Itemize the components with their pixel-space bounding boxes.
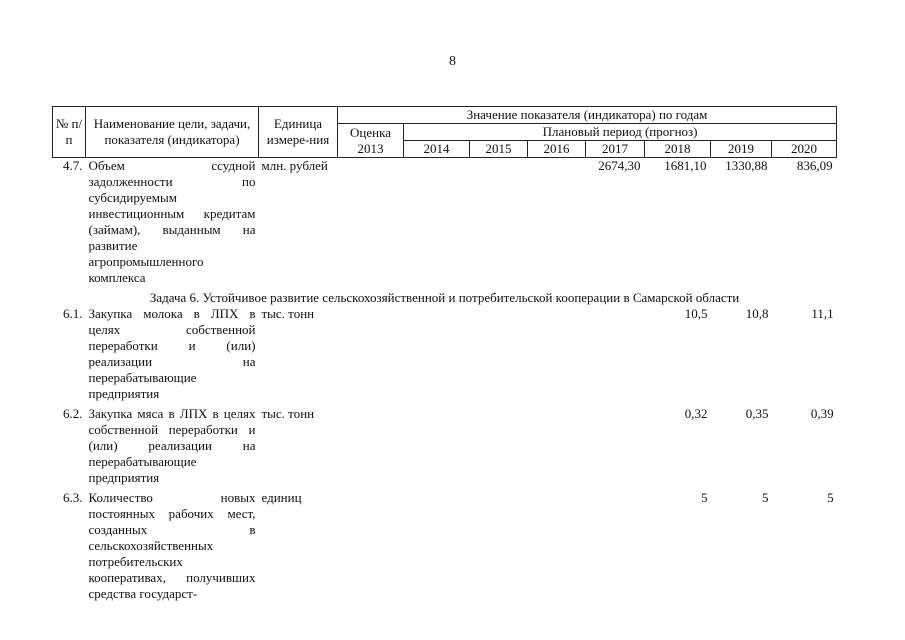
row-value: 5 [701, 490, 708, 505]
row-value: 5 [762, 490, 769, 505]
row-value [528, 158, 586, 291]
row-value [470, 490, 528, 606]
row-value [586, 306, 645, 406]
row-value [586, 406, 645, 490]
header-year: 2016 [528, 141, 586, 158]
row-value [470, 158, 528, 291]
row-value [404, 406, 470, 490]
page-number: 8 [449, 54, 456, 69]
row-name: Количество новых постоянных рабочих мест, созданных в сельскохозяйственных потребительских кооперативах, получивших средства государст- [88, 490, 256, 601]
header-num: № п/п [53, 107, 86, 158]
row-value: 1681,10 [664, 158, 707, 173]
row-value [338, 306, 404, 406]
row-unit: единиц [261, 490, 302, 505]
row-value [338, 490, 404, 606]
row-value: 10,5 [684, 306, 708, 321]
row-num: 6.3. [63, 490, 83, 505]
row-value: 0,32 [684, 406, 708, 421]
header-year: 2018 [645, 141, 711, 158]
row-name: Закупка мяса в ЛПХ в целях собственной переработки и (или) реализации на перерабатывающие предприятия [88, 406, 256, 485]
row-value: 836,09 [796, 158, 833, 173]
task-row [53, 290, 837, 306]
table-row [53, 158, 837, 291]
row-value [528, 490, 586, 606]
row-value: 0,39 [810, 406, 834, 421]
row-value [586, 490, 645, 606]
row-value [404, 490, 470, 606]
row-unit: тыс. тонн [261, 406, 315, 421]
row-unit: тыс. тонн [261, 306, 315, 321]
header-estimate-year: 2013 [357, 140, 384, 156]
row-value: 5 [827, 490, 834, 505]
row-value: 1330,88 [725, 158, 768, 173]
row-value [338, 406, 404, 490]
header-name: Наименование цели, задачи, показателя (индикатора) [86, 107, 259, 158]
header-values-group: Значение показателя (индикатора) по годам [338, 107, 837, 124]
row-value [338, 158, 404, 291]
header-estimate [338, 124, 404, 158]
header-year: 2014 [404, 141, 470, 158]
header-year: 2017 [586, 141, 645, 158]
row-num: 4.7. [63, 158, 83, 173]
row-num: 6.2. [63, 406, 83, 421]
row-name: Объем ссудной задолженности по субсидируемым инвестиционным кредитам (займам), выданным на развитие агропромышленного комплекса [88, 158, 256, 285]
row-value [470, 406, 528, 490]
row-value [404, 158, 470, 291]
header-year: 2019 [711, 141, 772, 158]
header-year: 2020 [772, 141, 837, 158]
task-title: Задача 6. Устойчивое развитие сельскохозяйственной и потребительской кооперации в Самарской области [149, 290, 740, 305]
table-row [53, 490, 837, 606]
table-row [53, 406, 837, 490]
row-value [470, 306, 528, 406]
header-year: 2015 [470, 141, 528, 158]
table-row [53, 306, 837, 406]
table-header [53, 107, 837, 158]
header-unit: Единица измере-ния [259, 107, 338, 158]
indicators-table [52, 106, 837, 606]
row-value [404, 306, 470, 406]
row-name: Закупка молока в ЛПХ в целях собственной переработки и (или) реализации на перерабатывающие предприятия [88, 306, 256, 401]
row-num: 6.1. [63, 306, 83, 321]
row-value [528, 306, 586, 406]
row-value [528, 406, 586, 490]
header-estimate-label: Оценка [350, 124, 391, 140]
row-unit: млн. рублей [261, 158, 328, 173]
header-plan-period: Плановый период (прогноз) [404, 124, 837, 141]
row-value: 2674,30 [598, 158, 641, 173]
row-value: 11,1 [811, 306, 834, 321]
row-value: 0,35 [745, 406, 769, 421]
row-value: 10,8 [745, 306, 769, 321]
